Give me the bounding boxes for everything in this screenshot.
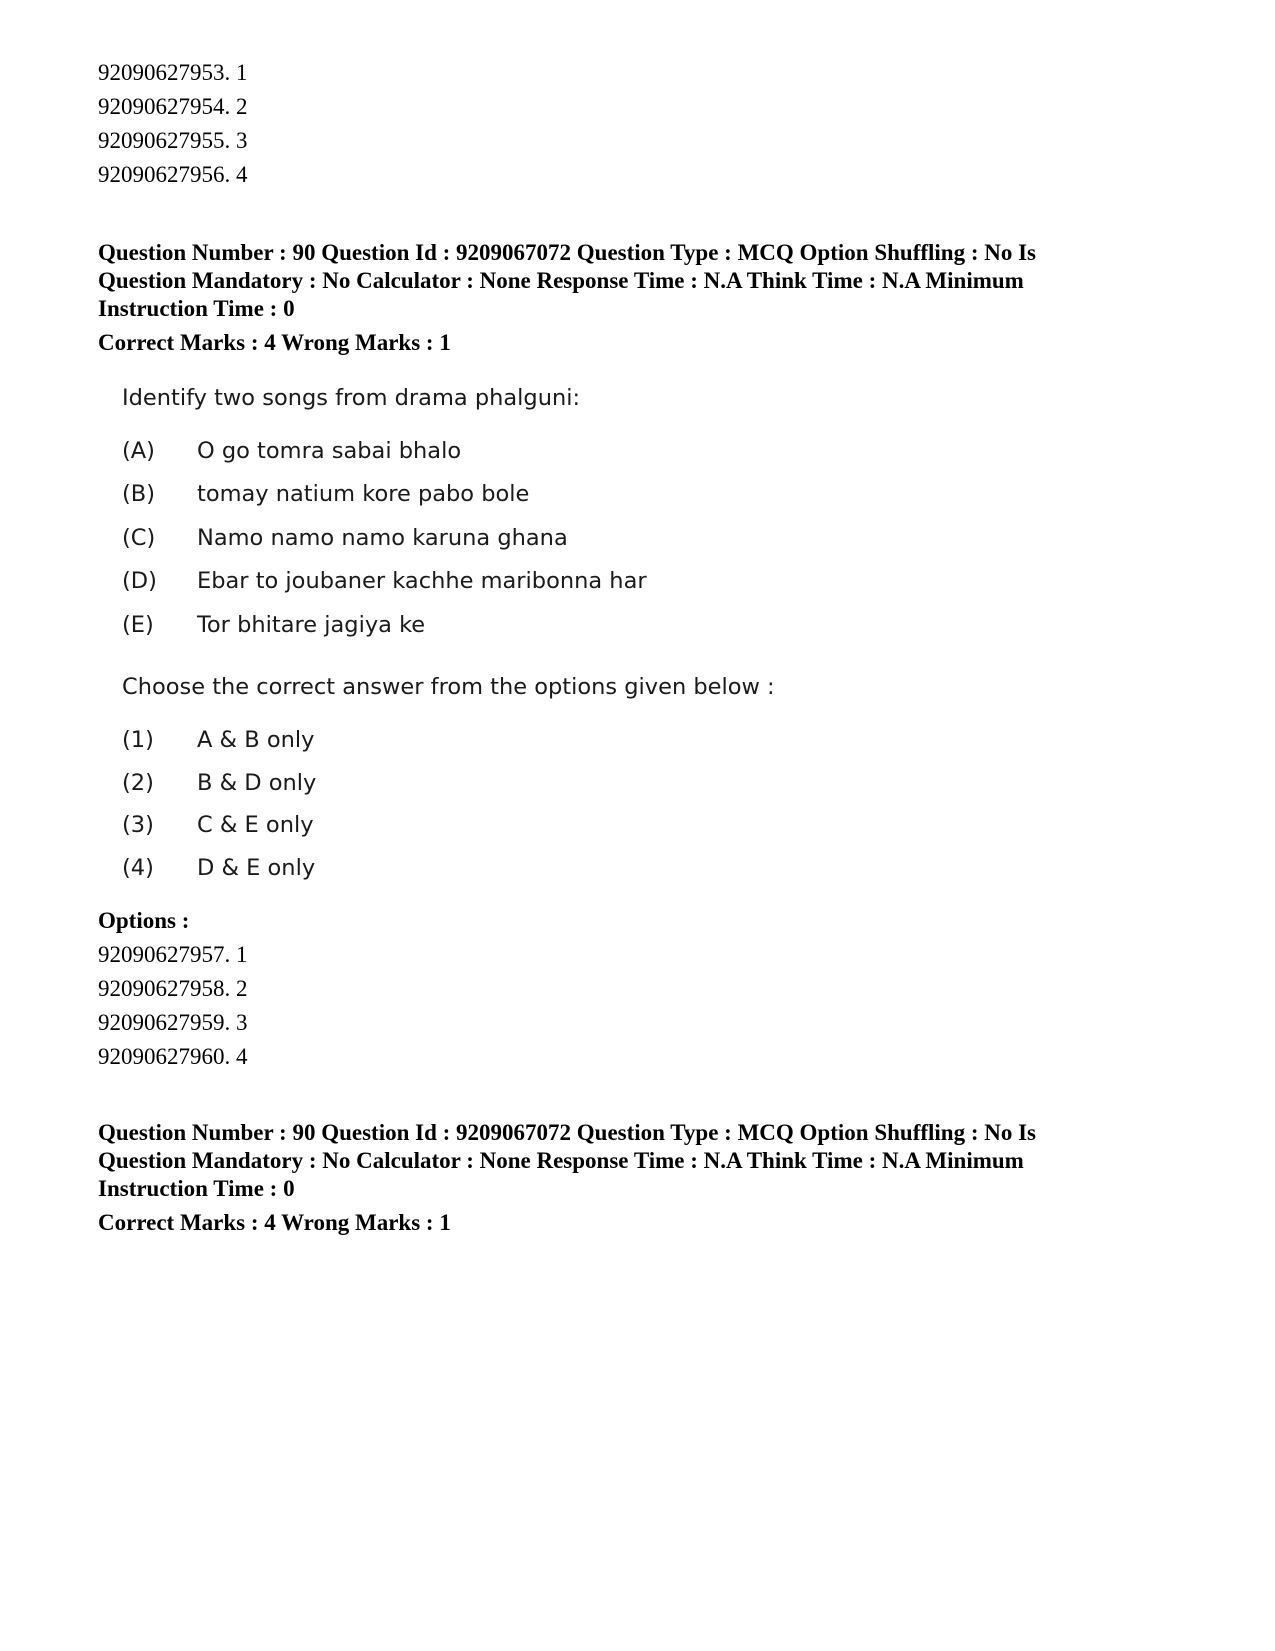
option-2: 92090627958. 2 — [98, 976, 248, 1001]
statement-label: (C) — [122, 525, 156, 551]
statement-text: Tor bhitare jagiya ke — [197, 612, 426, 638]
question-header-line-1: Question Number : 90 Question Id : 9209067072 Question Type : MCQ Option Shuffling : No Is — [98, 240, 1037, 265]
question-prompt: Identify two songs from drama phalguni: — [122, 385, 581, 411]
question-header-line-2: Question Mandatory : No Calculator : None Response Time : N.A Think Time : N.A Minimum — [98, 268, 1024, 293]
question2-header-line-3: Instruction Time : 0 — [98, 1176, 295, 1201]
statement-b — [122, 481, 529, 507]
statement-label: (E) — [122, 612, 154, 638]
choice-label: (3) — [122, 812, 154, 838]
question2-header-line-1: Question Number : 90 Question Id : 9209067072 Question Type : MCQ Option Shuffling : No Is — [98, 1120, 1037, 1145]
option-4: 92090627960. 4 — [98, 1044, 248, 1069]
choice-label: (1) — [122, 727, 154, 753]
statement-label: (D) — [122, 568, 157, 594]
prev-option-2: 92090627954. 2 — [98, 94, 248, 119]
question-marks: Correct Marks : 4 Wrong Marks : 1 — [98, 330, 451, 355]
question2-header-line-2: Question Mandatory : No Calculator : None Response Time : N.A Think Time : N.A Minimum — [98, 1148, 1024, 1173]
prev-option-1: 92090627953. 1 — [98, 60, 248, 85]
statement-c — [122, 525, 568, 551]
choice-text: D & E only — [197, 855, 316, 881]
statement-a — [122, 438, 461, 464]
choice-label: (2) — [122, 770, 154, 796]
statement-text: Ebar to joubaner kachhe maribonna har — [197, 568, 647, 594]
choice-4 — [122, 855, 315, 881]
choice-label: (4) — [122, 855, 154, 881]
option-3: 92090627959. 3 — [98, 1010, 248, 1035]
choice-3 — [122, 812, 314, 838]
prev-option-3: 92090627955. 3 — [98, 128, 248, 153]
statement-label: (A) — [122, 438, 155, 464]
choice-text: B & D only — [197, 770, 317, 796]
statement-e — [122, 612, 425, 638]
choice-1 — [122, 727, 314, 753]
choose-instruction: Choose the correct answer from the options given below : — [122, 674, 775, 700]
options-heading: Options : — [98, 908, 190, 933]
choice-2 — [122, 770, 316, 796]
statement-text: O go tomra sabai bhalo — [197, 438, 462, 464]
prev-option-4: 92090627956. 4 — [98, 162, 248, 187]
option-1: 92090627957. 1 — [98, 942, 248, 967]
question-header-line-3: Instruction Time : 0 — [98, 296, 295, 321]
statement-d — [122, 568, 647, 594]
statement-label: (B) — [122, 481, 155, 507]
statement-text: Namo namo namo karuna ghana — [197, 525, 568, 551]
choice-text: C & E only — [197, 812, 314, 838]
question2-marks: Correct Marks : 4 Wrong Marks : 1 — [98, 1210, 451, 1235]
choice-text: A & B only — [197, 727, 315, 753]
statement-text: tomay natium kore pabo bole — [197, 481, 530, 507]
